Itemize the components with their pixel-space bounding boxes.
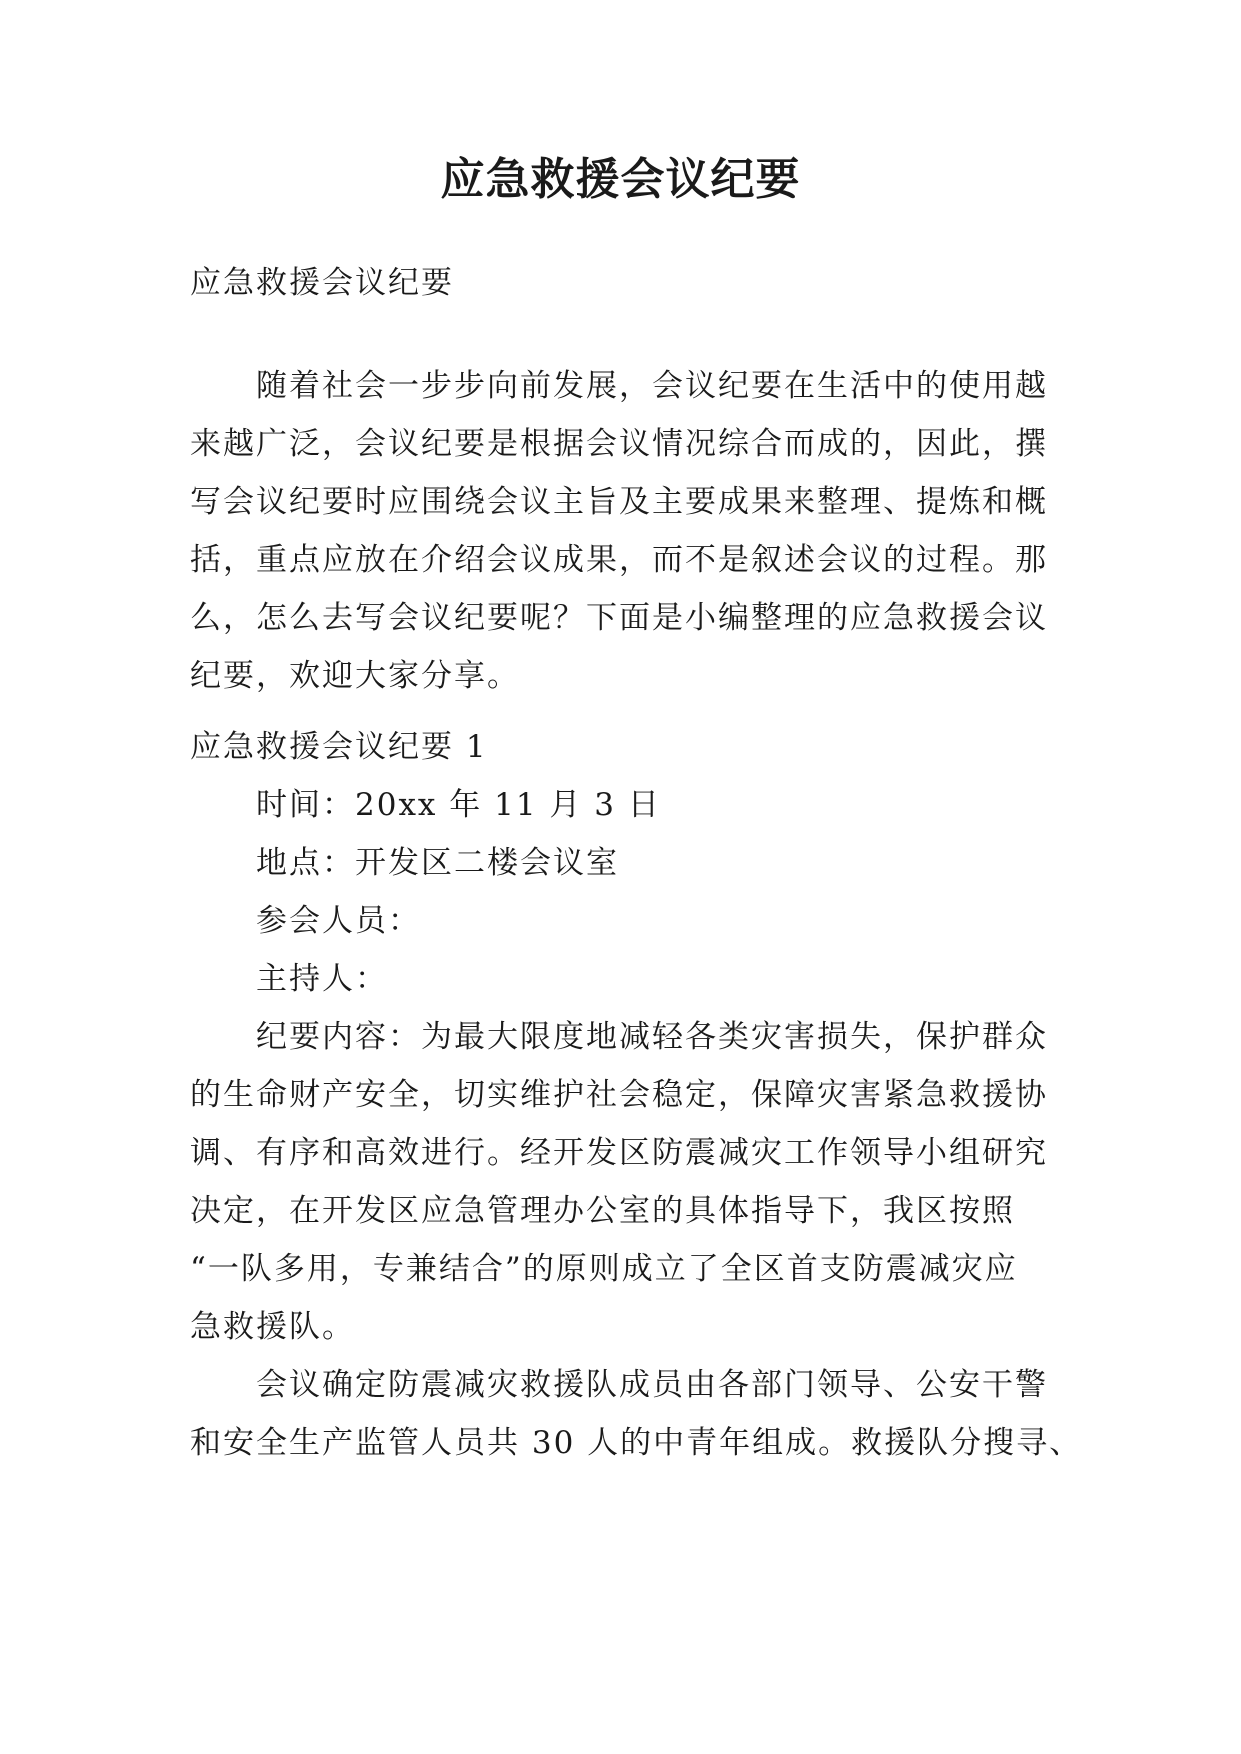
section-1 (190, 718, 1090, 1472)
intro-line: 写会议纪要时应围绕会议主旨及主要成果来整理、提炼和概 (190, 484, 1048, 520)
section-heading: 应急救援会议纪要 1 (190, 729, 488, 765)
content-line: 决定，在开发区应急管理办公室的具体指导下，我区按照 (190, 1193, 1015, 1229)
content-line: 急救援队。 (190, 1309, 355, 1345)
intro-line: 么，怎么去写会议纪要呢？下面是小编整理的应急救援会议 (190, 600, 1048, 636)
meeting-decision-paragraph (190, 1356, 1090, 1472)
meeting-time: 时间：20xx 年 11 月 3 日 (256, 787, 661, 823)
content-line: 调、有序和高效进行。经开发区防震减灾工作领导小组研究 (190, 1135, 1048, 1171)
intro-line: 括，重点应放在介绍会议成果，而不是叙述会议的过程。那 (190, 542, 1048, 578)
content-line: 的生命财产安全，切实维护社会稳定，保障灾害紧急救援协 (190, 1077, 1048, 1113)
document-title: 应急救援会议纪要 (440, 154, 801, 205)
intro-line: 随着社会一步步向前发展，会议纪要在生活中的使用越 (256, 368, 1048, 404)
decision-line: 会议确定防震减灾救援队成员由各部门领导、公安干警 (256, 1367, 1048, 1403)
meeting-attendees: 参会人员： (256, 903, 421, 939)
meeting-content-paragraph (190, 1008, 1090, 1356)
content-line: 纪要内容：为最大限度地减轻各类灾害损失，保护群众 (256, 1019, 1048, 1055)
intro-line: 来越广泛，会议纪要是根据会议情况综合而成的，因此，撰 (190, 426, 1048, 462)
meeting-place: 地点：开发区二楼会议室 (256, 845, 619, 881)
decision-line: 和安全生产监管人员共 30 人的中青年组成。救援队分搜寻、 (190, 1425, 1083, 1461)
document-subtitle-block (190, 254, 1090, 312)
intro-line: 纪要，欢迎大家分享。 (190, 658, 520, 694)
document-subtitle: 应急救援会议纪要 (190, 265, 454, 301)
intro-paragraph (190, 357, 1090, 705)
meeting-host: 主持人： (256, 961, 388, 997)
content-line: “一队多用，专兼结合”的原则成立了全区首支防震减灾应 (190, 1251, 1018, 1287)
